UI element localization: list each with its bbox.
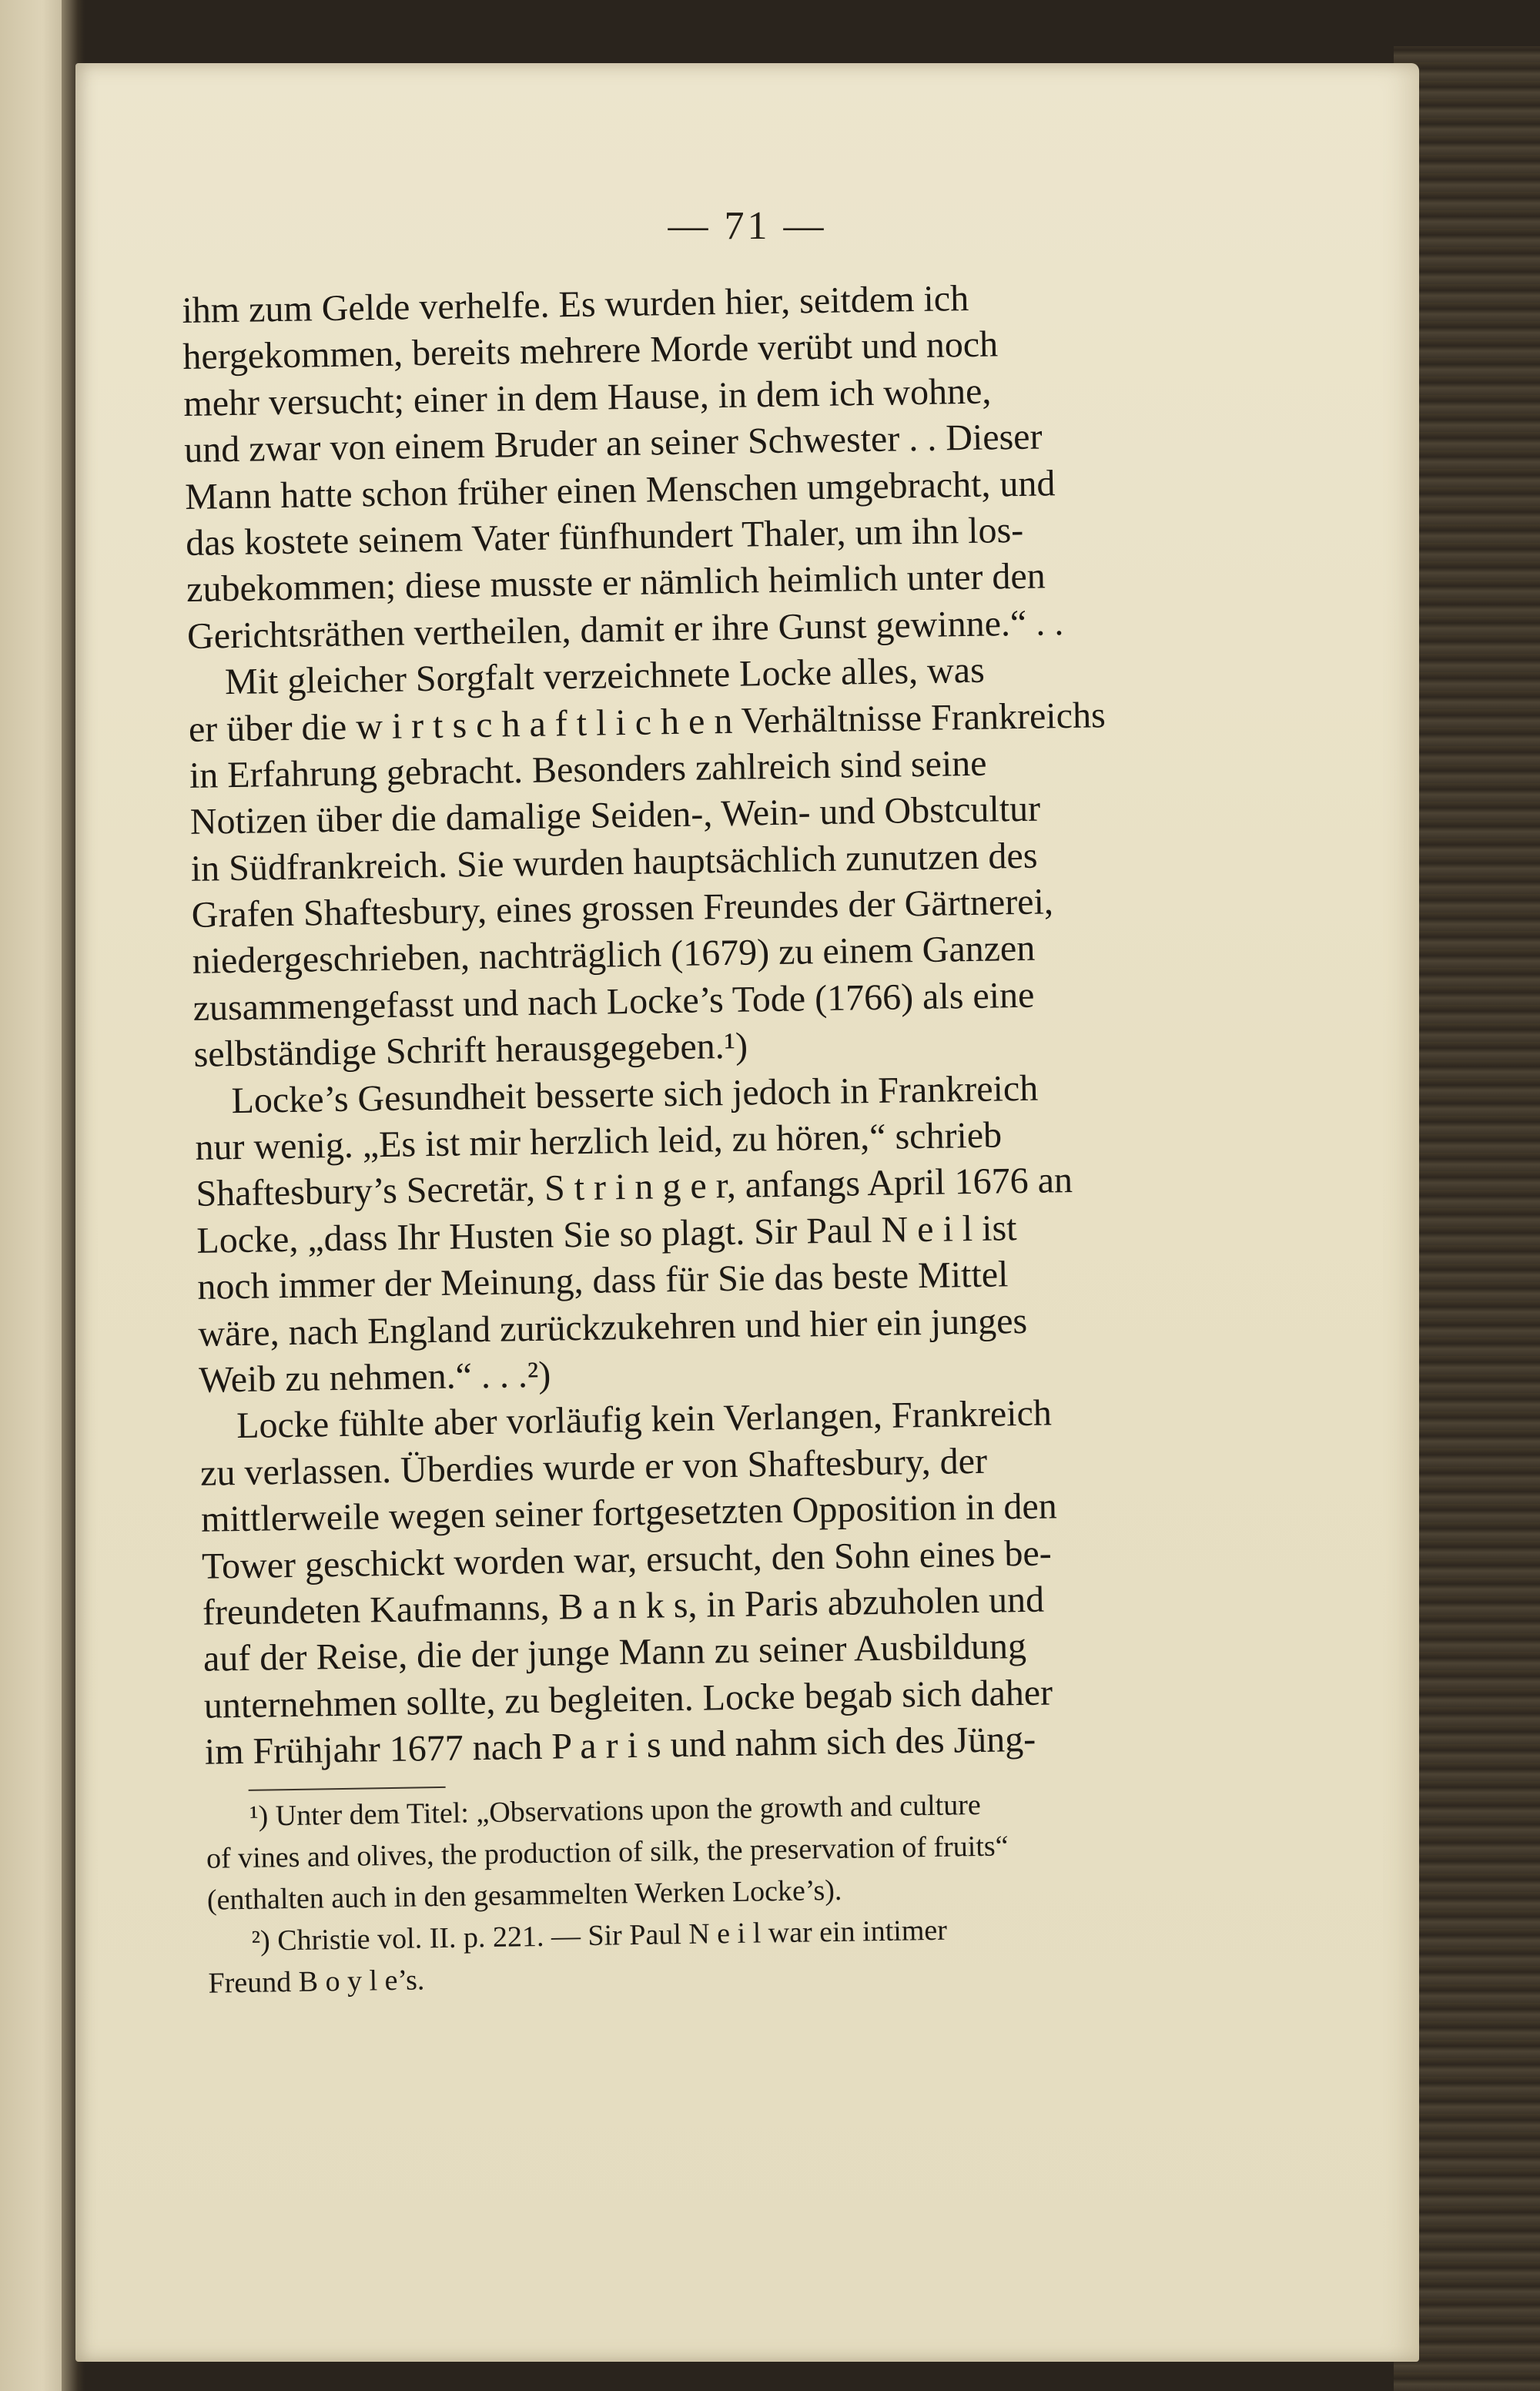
text-line: mehr versucht; einer in dem Hause, in dem ich wohne, (182, 370, 992, 424)
page-text (182, 271, 1271, 2004)
text-line: Shaftesbury’s Secretär, S t r i n g e r, anfangs April 1676 an (196, 1160, 1073, 1215)
page-number: — 71 — (668, 204, 827, 248)
text-line: zu verlassen. Überdies wurde er von Shaftesbury, der (199, 1440, 988, 1494)
text-line: unternehmen sollte, zu begleiten. Locke begab sich daher (203, 1672, 1053, 1726)
footnote-line: ²) Christie vol. II. p. 221. — Sir Paul N e i l war ein intimer (207, 1914, 948, 1958)
text-line: das kostete seinem Vater fünfhundert Thaler, um ihn los- (185, 509, 1024, 564)
book-page (75, 63, 1419, 2362)
text-line: hergekommen, bereits mehrere Morde verübt und noch (182, 323, 999, 378)
text-line: auf der Reise, die der junge Mann zu seiner Ausbildung (203, 1626, 1027, 1680)
footnote-rule (249, 1786, 446, 1790)
text-line: noch immer der Meinung, dass für Sie das beste Mittel (196, 1254, 1009, 1308)
text-line: selbständige Schrift herausgegeben.¹) (193, 1025, 748, 1076)
footnote-line: Freund B o y l e’s. (208, 1963, 425, 2000)
text-line: zusammengefasst und nach Locke’s Tode (1766) als eine (192, 974, 1035, 1029)
text-line: er über die w i r t s c h a f t l i c h e n Verhältnisse Frankreichs (188, 694, 1106, 750)
text-line: freundeten Kaufmanns, B a n k s, in Paris abzuholen und (202, 1579, 1045, 1633)
text-line: Mit gleicher Sorgfalt verzeichnete Locke alles, was (187, 649, 986, 704)
text-line: in Südfrankreich. Sie wurden hauptsächlich zunutzen des (190, 835, 1038, 889)
text-line: Locke’s Gesundheit besserte sich jedoch in Frankreich (194, 1067, 1039, 1122)
text-line: und zwar von einem Bruder an seiner Schwester . . Dieser (183, 416, 1043, 471)
text-line: Mann hatte schon früher einen Menschen umgebracht, und (184, 462, 1056, 517)
text-line: Locke fühlte aber vorläufig kein Verlangen, Frankreich (199, 1392, 1053, 1448)
text-line: niedergeschrieben, nachträglich (1679) zu einem Ganzen (192, 928, 1036, 983)
text-line: zubekommen; diese musste er nämlich heimlich unter den (186, 555, 1046, 611)
footnote-line: (enthalten auch in den gesammelten Werken Locke’s). (206, 1874, 842, 1917)
text-line: mittlerweile wegen seiner fortgesetzten Opposition in den (200, 1485, 1058, 1540)
footnote-line: of vines and olives, the production of silk, the preservation of fruits“ (206, 1829, 1009, 1875)
text-line: Tower geschickt worden war, ersucht, den Sohn eines be- (201, 1532, 1053, 1587)
text-line: nur wenig. „Es ist mir herzlich leid, zu hören,“ schrieb (195, 1114, 1003, 1168)
text-line: Locke, „dass Ihr Husten Sie so plagt. Sir Paul N e i l ist (196, 1207, 1017, 1261)
text-line: ihm zum Gelde verhelfe. Es wurden hier, seitdem ich (182, 277, 969, 331)
text-line: Notizen über die damalige Seiden-, Wein- und Obstcultur (189, 788, 1041, 843)
text-line: Weib zu nehmen.“ . . .²) (198, 1354, 551, 1401)
text-line: wäre, nach England zurückzukehren und hier ein junges (197, 1300, 1028, 1355)
text-line: im Frühjahr 1677 nach P a r i s und nahm sich des Jüng- (204, 1718, 1036, 1773)
text-line: in Erfahrung gebracht. Besonders zahlreich sind seine (189, 742, 987, 796)
text-line: Gerichtsräthen vertheilen, damit er ihre Gunst gewinne.“ . . (186, 601, 1064, 657)
text-line: Grafen Shaftesbury, eines grossen Freundes der Gärtnerei, (191, 881, 1054, 936)
footnote-line: ¹) Unter dem Titel: „Observations upon the growth and culture (205, 1788, 982, 1833)
